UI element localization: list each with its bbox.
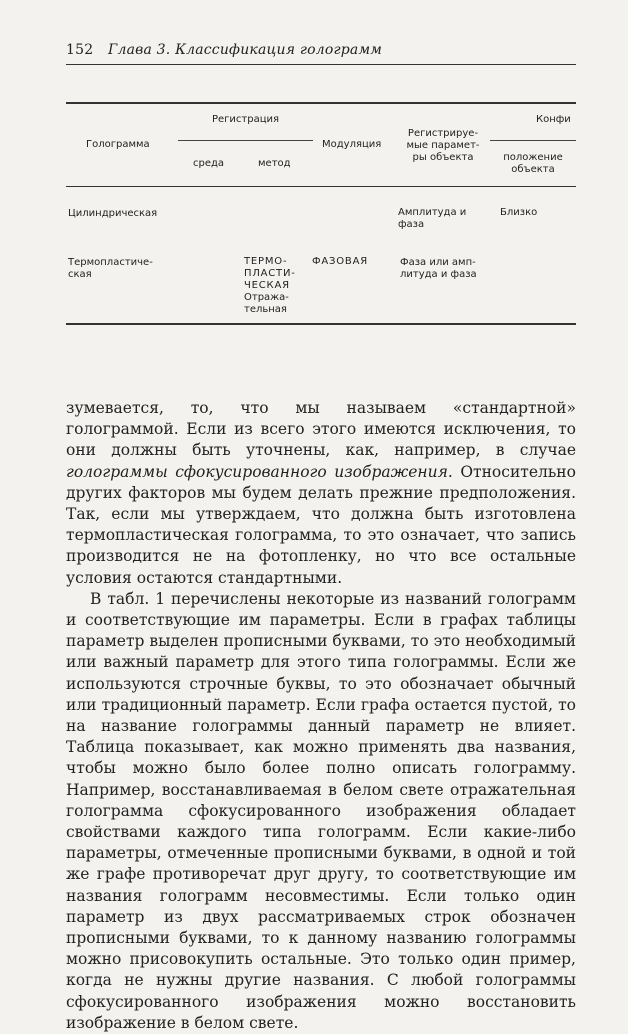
col-header-hologram: Голограмма	[86, 139, 150, 150]
paragraph-text: зумевается, то, что мы называем «стандартной» голограммой. Если из всего этого имеются исключения, то они должны быть уточнены, как, например, в случае	[66, 399, 576, 460]
hologram-line: ская	[68, 269, 92, 280]
paragraph	[66, 398, 576, 589]
cell-method	[244, 256, 296, 316]
method-line: Отража-	[244, 292, 289, 303]
col-header-medium: среда	[193, 158, 225, 169]
col-header-position	[492, 152, 574, 176]
position-header-line: объекта	[511, 164, 555, 175]
cell-params	[398, 207, 466, 231]
chapter-title: Глава 3. Классификация голограмм	[107, 42, 383, 58]
params-header-line: Регистрируе-	[407, 128, 479, 139]
col-header-method: метод	[258, 158, 291, 169]
italic-term: голограммы сфокусированного изображения.	[66, 462, 453, 481]
running-header	[66, 42, 576, 58]
params-line: Амплитуда и	[398, 207, 467, 218]
method-line: ПЛАСТИ-	[244, 268, 296, 279]
col-header-config: Конфи	[536, 114, 571, 125]
hologram-line: Термопластиче-	[68, 257, 153, 268]
table-header-rule	[66, 186, 576, 187]
params-line: фаза	[398, 219, 425, 230]
method-line: ЧЕСКАЯ	[244, 280, 290, 291]
params-line: литуда и фаза	[400, 269, 477, 280]
body-text	[66, 398, 576, 1034]
paragraph: В табл. 1 перечислены некоторые из названий голограмм и соответствующие им параметры. Если в графах таблицы параметр выделен прописными буквами, то это необходимый или важный параметр для этого типа голограммы. Если же используются строчные буквы, то это обозначает обычный или традиционный параметр. Если графа остается пустой, то на название голограммы данный параметр не влияет. Таблица показывает, как можно применять два названия, чтобы можно было более полно описать голограмму. Например, восстанавливаемая в белом свете отражательная голограмма сфокусированного изображения обладает свойствами каждого типа голограмм. Если какие-либо параметры, отмеченные прописными буквами, в одной и той же графе противоречат друг другу, то соответствующие им названия голограмм несовместимы. Если только один параметр из двух рассматриваемых строк обозначен прописными буквами, то к данному названию голограммы можно присовокупить остальные. Это только один пример, когда не нужны другие названия. С любой голограммы сфокусированного изображения можно восстановить изображение в белом свете.	[66, 589, 576, 1032]
col-header-registration: Регистрация	[211, 114, 280, 125]
header-rule	[66, 64, 576, 65]
method-line: ТЕРМО-	[244, 256, 288, 267]
col-header-registered-params	[398, 128, 488, 164]
params-header-line: мые парамет-	[406, 140, 480, 151]
table-top-rule	[66, 102, 576, 104]
position-header-line: положение	[503, 152, 563, 163]
registration-subrule	[178, 140, 313, 141]
col-header-modulation: Модуляция	[322, 139, 382, 150]
method-line: тельная	[244, 304, 287, 315]
cell-hologram: Цилиндрическая	[68, 208, 158, 219]
config-subrule	[490, 140, 576, 141]
cell-hologram	[68, 257, 153, 281]
params-header-line: ры объекта	[412, 152, 474, 163]
paragraph-text: Относительно других факторов мы будем делать прежние предположения. Так, если мы утверждаем, что должна быть изготовлена термопластическая голограмма, то это означает, что запись производится не на фотопленку, но что все остальные условия остаются стандартными.	[66, 462, 576, 587]
cell-params	[400, 257, 477, 281]
params-line: Фаза или амп-	[400, 257, 476, 268]
cell-modulation: ФАЗОВАЯ	[312, 256, 368, 267]
table-bottom-rule	[66, 323, 576, 325]
cell-position: Близко	[500, 207, 538, 218]
page-number: 152	[66, 42, 94, 58]
